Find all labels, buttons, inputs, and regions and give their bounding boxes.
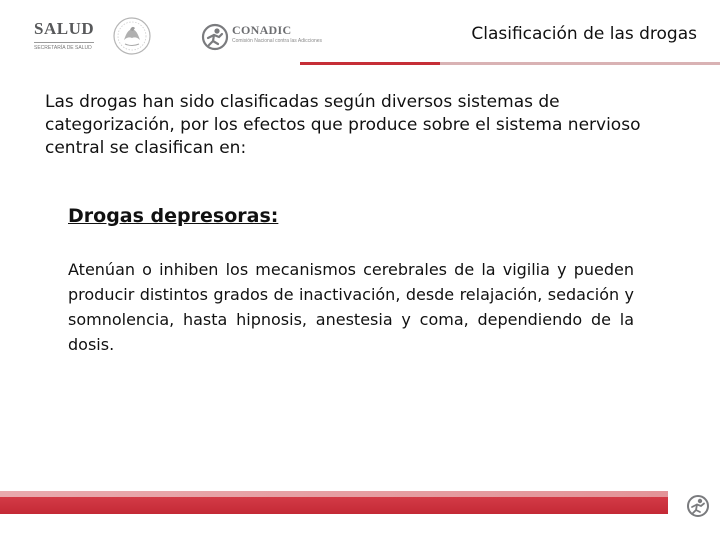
slide-title: Clasificación de las drogas bbox=[471, 24, 697, 44]
salud-logo bbox=[28, 18, 108, 52]
section-body: Atenúan o inhiben los mecanismos cerebrales de la vigilia y pueden producir distintos grados de inactivación, desde relajación, sedación y somnolencia, hasta hipnosis, anestesia y coma, dependiendo de la dosis. bbox=[68, 260, 634, 354]
salud-logo-subtitle: SECRETARÍA DE SALUD bbox=[34, 45, 92, 51]
salud-logo-rule bbox=[34, 42, 94, 43]
title-underline-accent bbox=[300, 62, 440, 65]
coat-of-arms-icon bbox=[112, 16, 152, 56]
conadic-logo-subtitle: Comisión Nacional contra las Adicciones bbox=[232, 38, 323, 44]
footer-bar-fill bbox=[0, 497, 668, 514]
intro-paragraph: Las drogas han sido clasificadas según diversos sistemas de categorización, por los efectos que produce sobre el sistema nervioso central se clasifican en: bbox=[45, 92, 641, 158]
conadic-figure-icon bbox=[200, 22, 230, 52]
section-heading: Drogas depresoras: bbox=[68, 205, 279, 227]
conadic-figure-icon bbox=[676, 491, 720, 521]
conadic-logo-text: CONADIC bbox=[232, 23, 292, 37]
slide-header bbox=[0, 0, 720, 70]
footer-bar bbox=[0, 491, 668, 514]
title-underline bbox=[300, 62, 720, 65]
salud-logo-text: SALUD bbox=[34, 19, 95, 38]
